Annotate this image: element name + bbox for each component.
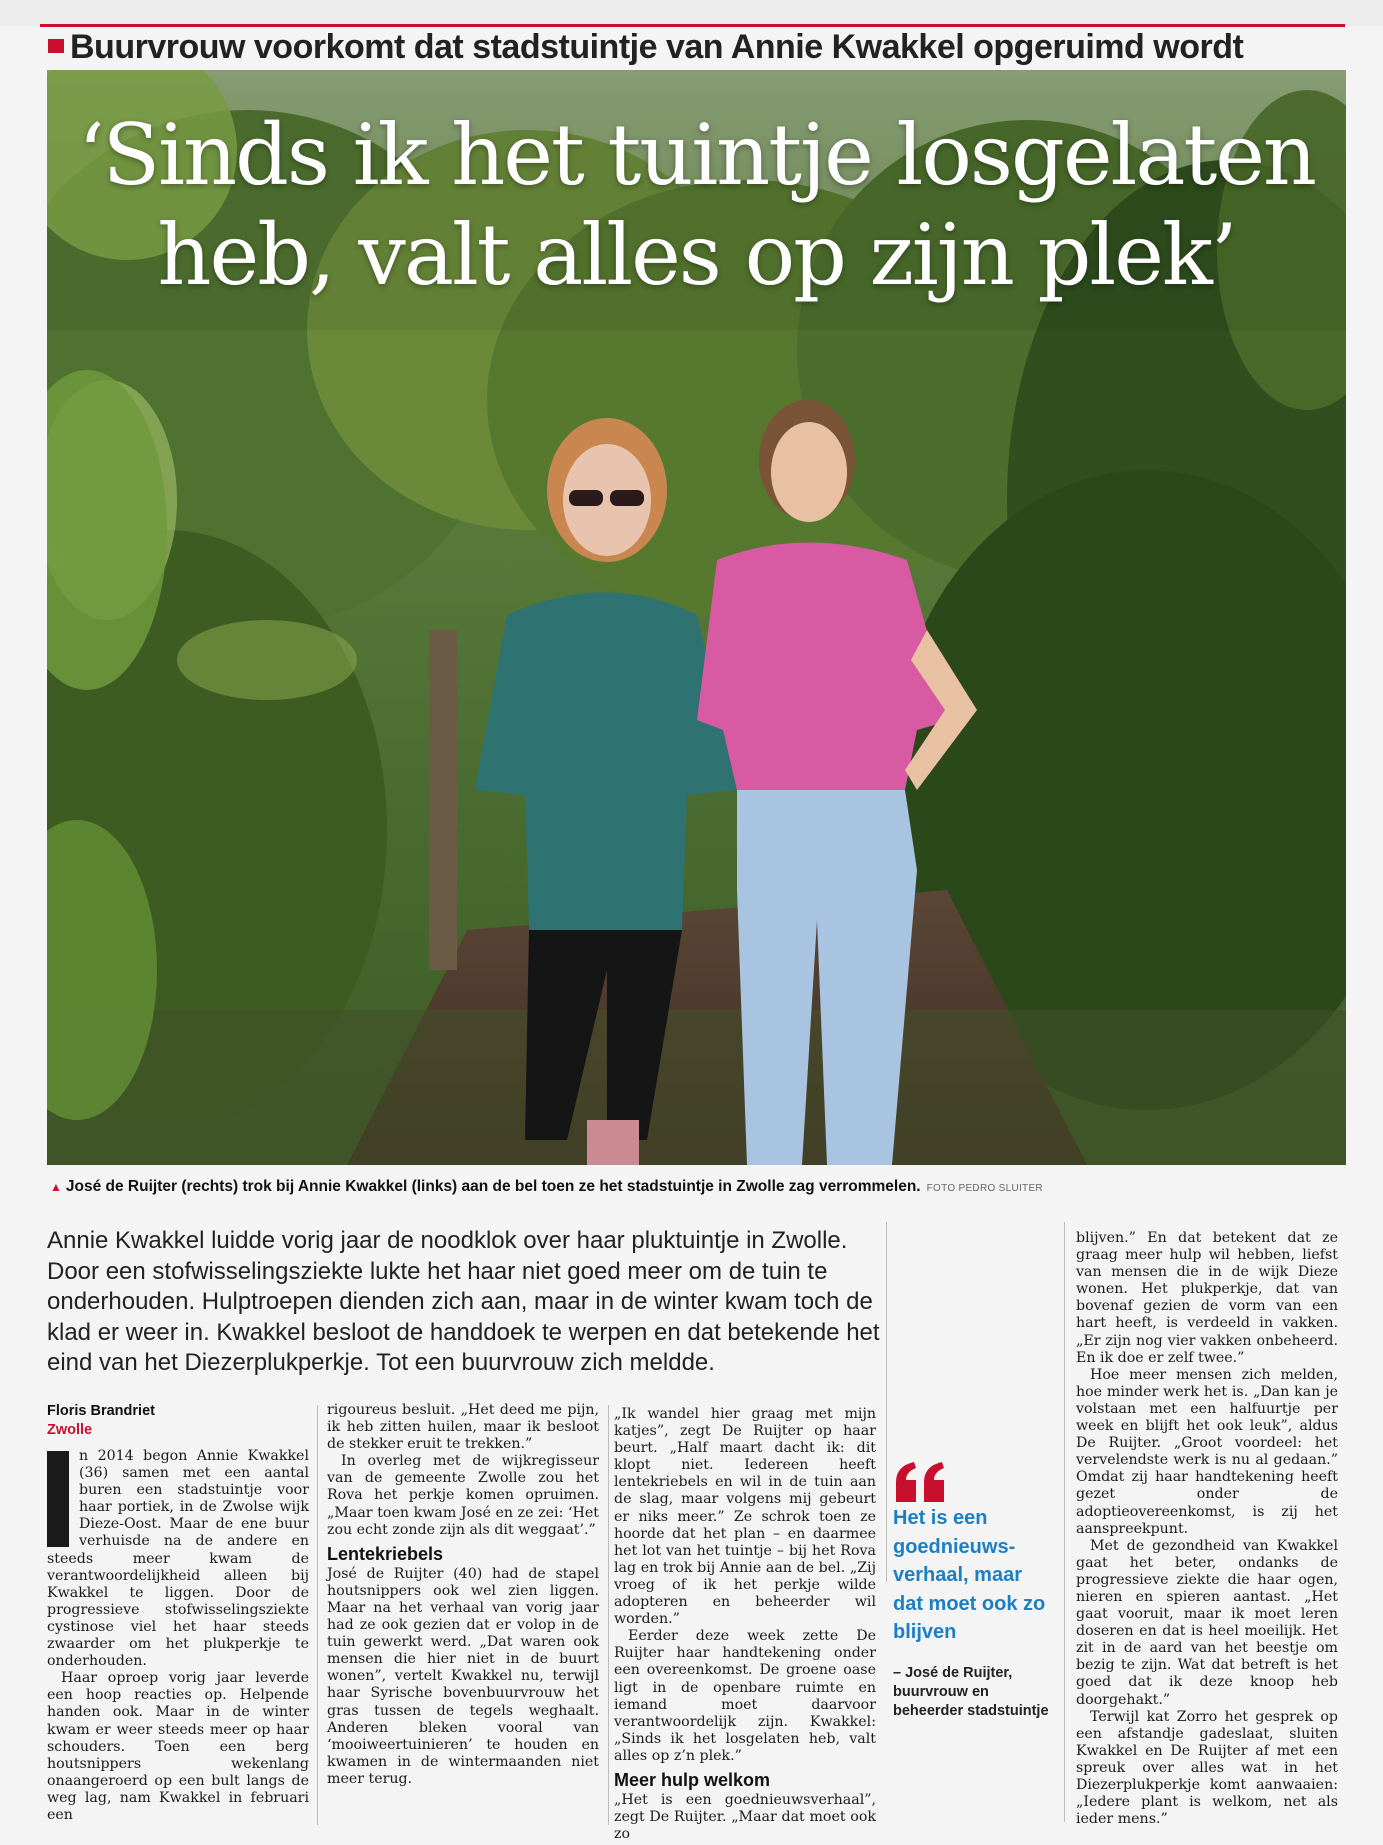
body-paragraph: Hoe meer mensen zich melden, hoe minder werk het is. „Dan kan je volstaan met een halfuurtje per week en blijft het ook leuk”, aldus De Ruijter. „Groot voordeel: het vervelendste werk is nu al gedaan.” Omdat zij haar handtekening heeft gezet onder de adoptieovereenkomst, is zij het aanspreekpunt. bbox=[1076, 1366, 1338, 1537]
body-paragraph: „Ik wandel hier graag met mijn katjes”, zegt De Ruijter op haar beurt. „Half maart dacht ik: dit klopt niet. Iedereen heeft lentekriebels en wil in de tuin aan de slag, maar volgens mij gebeurt er niks meer.” Ze schrok toen ze hoorde dat het plan – en daarmee het lot van het tuintje – bij het Rova lag en trok bij Annie aan de bel. „Zij vroeg of ik het perkje wilde adopteren en beheerder wil worden.” bbox=[614, 1406, 876, 1628]
body-paragraph: Haar oproep vorig jaar leverde een hoop reacties op. Helpende handen ook. Maar in de winter kwam er weer steeds meer op haar schouders. Toen een berg houtsnippers wekenlang onaangeroerd op een bult langs de weg lag, nam Kwakkel in februari een bbox=[47, 1670, 309, 1823]
red-rule bbox=[40, 24, 1345, 27]
pull-quote-text: Het is een goednieuws-verhaal, maar dat moet ook zo blijven bbox=[893, 1507, 1046, 1643]
kicker bbox=[48, 28, 1348, 68]
author-name: Floris Brandriet bbox=[47, 1403, 155, 1419]
body-paragraph: Eerder deze week zette De Ruijter haar handtekening onder een overeenkomst. De groene oase ligt in de openbare ruimte en iemand moet daarvoor verantwoordelijk zijn. Kwakkel: „Sinds ik het losgelaten heb, valt alles op z’n plek.” bbox=[614, 1628, 876, 1764]
article-column-5 bbox=[1076, 1230, 1338, 1828]
body-paragraph: rigoureus besluit. „Het deed me pijn, ik heb zitten huilen, maar ik besloot de stekker eruit te trekken.” bbox=[327, 1402, 599, 1453]
photo-credit: FOTO PEDRO SLUITER bbox=[926, 1183, 1043, 1194]
caption-text: José de Ruijter (rechts) trok bij Annie Kwakkel (links) aan de bel toen ze het stadstuintje in Zwolle zag verrommelen. bbox=[65, 1178, 921, 1195]
caption-triangle-icon: ▲ bbox=[50, 1180, 62, 1194]
top-strip bbox=[0, 0, 1383, 26]
body-paragraph: Met de gezondheid van Kwakkel gaat het beter, ondanks de progressieve ziekte die haar ogen, nieren en spieren aantast. „Het gaat vooruit, maar ik moet leren doseren en dat is heel moeilijk. Het zit in de aard van het beestje om bezig te zijn. Wat dat betreft is het goed dat ik deze knoop heb doorgehakt.” bbox=[1076, 1537, 1338, 1708]
body-paragraph: blijven.” En dat betekent dat ze graag meer hulp wil hebben, liefst van mensen die in de wijk Dieze wonen. Het plukperkje, dat van bovenaf gezien de vorm van een hart heeft, is verdeeld in vakken. „Er zijn nog vier vakken onbeheerd. En ik doe er zelf twee.” bbox=[1076, 1230, 1338, 1366]
column-rule bbox=[1064, 1222, 1065, 1822]
subheading: Meer hulp welkom bbox=[614, 1769, 771, 1790]
pull-quote-source: – José de Ruijter, buurvrouw en beheerder stadstuintje bbox=[893, 1665, 1049, 1719]
lead-paragraph: Annie Kwakkel luidde vorig jaar de noodklok over haar pluktuintje in Zwolle. Door een stofwisselingsziekte lukte het haar niet goed meer om de tuin te onderhouden. Hulptroepen dienden zich aan, maar in de winter kwam toch de klad er weer in. Kwakkel besloot de handdoek te werpen en dat betekende het eind van het Diezerplukperkje. Tot een buurvrouw zich meldde. bbox=[47, 1227, 880, 1376]
article-column-2 bbox=[327, 1402, 599, 1788]
headline bbox=[47, 105, 1346, 305]
article-column-3 bbox=[614, 1406, 876, 1843]
headline-line-1: ‘Sinds ik het tuintje losgelaten bbox=[77, 106, 1316, 204]
article-column-1 bbox=[47, 1402, 309, 1824]
body-paragraph: Terwijl kat Zorro het gesprek op een afstandje gadeslaat, sluiten Kwakkel en De Ruijter af met een spreuk over alles wat in het Diezerplukperkje komt aanwaaien: „Iedere plant is welkom, net als ieder mens.” bbox=[1076, 1708, 1338, 1828]
body-paragraph: In overleg met de wijkregisseur van de gemeente Zwolle zou het Rova het perkje komen opruimen. „Maar toen kwam José en ze zei: ‘Het zou echt zonde zijn als dit weggaat’.” bbox=[327, 1453, 599, 1538]
initial-letter-i bbox=[47, 1451, 69, 1547]
photo-caption bbox=[50, 1178, 1340, 1202]
headline-line-2: heb, valt alles op zijn plek’ bbox=[157, 206, 1236, 304]
red-square-icon bbox=[48, 39, 64, 53]
column-rule bbox=[317, 1405, 318, 1825]
dateline-location: Zwolle bbox=[47, 1422, 93, 1438]
quote-mark-icon bbox=[894, 1462, 948, 1502]
body-paragraph: José de Ruijter (40) had de stapel houtsnippers ook wel zien liggen. Maar na het verhaal van vorig jaar had ze ook gezien dat er volop in de tuin gewerkt werd. „Dat waren ook mensen die hier niet in de buurt wonen”, vertelt Kwakkel nu, terwijl haar Syrische bovenbuurvrouw het gras tussen de tegels weghaalt. Anderen bleken vooral van ‘mooiweertuinieren’ te houden en kwamen in de wintermaanden niet meer terug. bbox=[327, 1565, 599, 1787]
column-rule bbox=[886, 1222, 887, 1582]
body-paragraph: n 2014 begon Annie Kwakkel (36) samen met een aantal buren een stadstuintje voor haar portiek, in de Zwolse wijk Dieze-Oost. Maar de ene buur verhuisde na de andere en steeds meer kwam de verantwoordelijkheid alleen bij Kwakkel te liggen. Door de progressieve stofwisselingsziekte cystinose viel het haar steeds zwaarder om het plukperkje te onderhouden. bbox=[47, 1448, 309, 1670]
main-photo bbox=[47, 70, 1346, 1165]
body-paragraph: „Het is een goednieuwsverhaal”, zegt De Ruijter. „Maar dat moet ook zo bbox=[614, 1791, 876, 1843]
column-rule bbox=[608, 1405, 609, 1825]
kicker-text: Buurvrouw voorkomt dat stadstuintje van Annie Kwakkel opgeruimd wordt bbox=[70, 28, 1244, 66]
subheading: Lentekriebels bbox=[327, 1543, 444, 1564]
